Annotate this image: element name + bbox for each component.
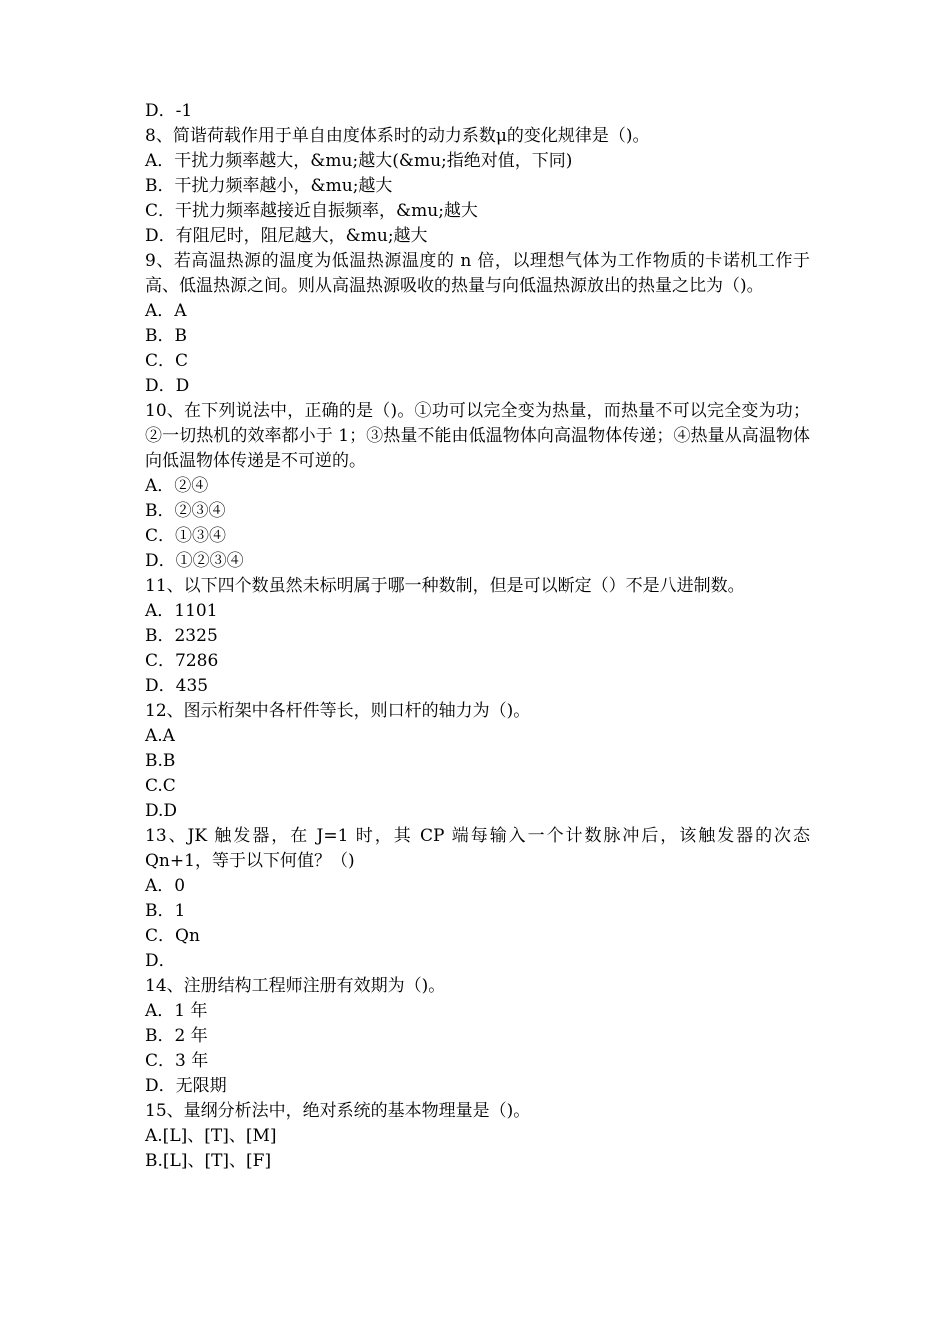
question-9: 9、若高温热源的温度为低温热源温度的 n 倍，以理想气体为工作物质的卡诺机工作于高、低温热源之间。则从高温热源吸收的热量与向低温热源放出的热量之比为（)。: [145, 251, 810, 296]
option-line: A．1 年: [145, 1001, 208, 1021]
option-line: D．①②③④: [145, 551, 244, 571]
option-line: A．0: [145, 876, 186, 896]
option-line: A．干扰力频率越大，&mu;越大(&mu;指绝对值，下同): [145, 151, 573, 171]
option-line: A．②④: [145, 476, 209, 496]
option-line: C．3 年: [145, 1051, 209, 1071]
question-15: 15、量纲分析法中，绝对系统的基本物理量是（)。: [145, 1101, 531, 1121]
option-line: B．2325: [145, 626, 218, 646]
question-8: 8、简谐荷载作用于单自由度体系时的动力系数μ的变化规律是（)。: [145, 126, 650, 146]
option-line: B．干扰力频率越小，&mu;越大: [145, 176, 393, 196]
option-line: D．435: [145, 676, 209, 696]
option-line: B.B: [145, 751, 176, 771]
option-line: D．: [145, 951, 176, 971]
option-line: D．无限期: [145, 1076, 227, 1096]
question-13: 13、JK 触发器，在 J=1 时，其 CP 端每输入一个计数脉冲后，该触发器的次态 Qn+1，等于以下何值？（): [145, 826, 810, 871]
option-line: A．1101: [145, 601, 218, 621]
question-11: 11、以下四个数虽然未标明属于哪一种数制，但是可以断定（）不是八进制数。: [145, 576, 745, 596]
option-line: C．7286: [145, 651, 219, 671]
option-line: D．-1: [145, 101, 193, 121]
option-line: C．C: [145, 351, 189, 371]
option-line: B．B: [145, 326, 187, 346]
option-line: D.D: [145, 801, 178, 821]
question-list: [145, 99, 810, 1174]
question-14: 14、注册结构工程师注册有效期为（)。: [145, 976, 446, 996]
option-line: B．1: [145, 901, 186, 921]
option-line: B.[L]、[T]、[F]: [145, 1151, 272, 1171]
question-12: 12、图示桁架中各杆件等长，则口杆的轴力为（)。: [145, 701, 531, 721]
option-line: A.A: [145, 726, 175, 746]
option-line: C．干扰力频率越接近自振频率，&mu;越大: [145, 201, 478, 221]
option-line: B．②③④: [145, 501, 226, 521]
option-line: A.[L]、[T]、[M]: [145, 1126, 277, 1146]
option-line: B．2 年: [145, 1026, 208, 1046]
option-line: C．①③④: [145, 526, 227, 546]
option-line: C．Qn: [145, 926, 200, 946]
option-line: C.C: [145, 776, 176, 796]
option-line: D．D: [145, 376, 190, 396]
question-10: 10、在下列说法中，正确的是（)。①功可以完全变为热量，而热量不可以完全变为功；②一切热机的效率都小于 1；③热量不能由低温物体向高温物体传递；④热量从高温物体向低温物体传递是不可逆的。: [145, 401, 810, 471]
option-line: A．A: [145, 301, 187, 321]
option-line: D．有阻尼时，阻尼越大，&mu;越大: [145, 226, 428, 246]
